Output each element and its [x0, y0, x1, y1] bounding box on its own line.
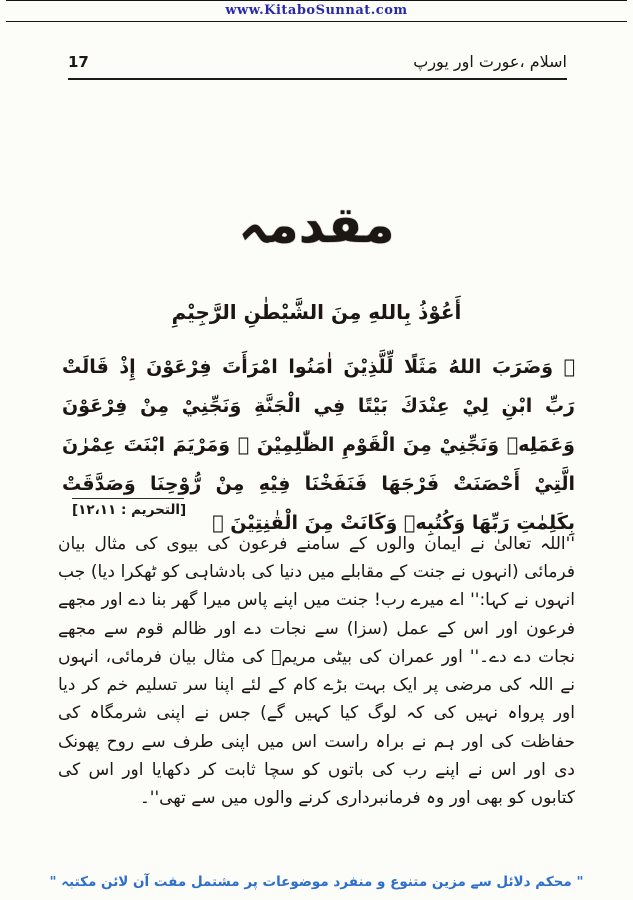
reference-block	[72, 498, 222, 518]
reference-divider	[72, 498, 184, 499]
taawwuz-line: أَعُوْذُ بِاللهِ مِنَ الشَّيْطٰنِ الرَّجِيْمِ	[171, 300, 462, 324]
footer-note: " محکم دلائل سے مزین متنوع و منفرد موضوعات پر مشتمل مفت آن لائن مکتبہ "	[49, 874, 584, 890]
top-rule-lower	[6, 21, 627, 22]
chapter-heading: مقدمہ	[238, 196, 395, 254]
running-head	[68, 52, 567, 80]
translation-paragraph: ''اللہ تعالیٰ نے ایمان والوں کے سامنے فرعون کی بیوی کی مثال بیان فرمائی (انہوں نے جنت کے مقابلے میں دنیا کی بادشاہی کو ٹھکرا دیا) جب انہوں نے کہا:'' اے میرے رب! جنت میں اپنے پاس میرا گھر بنا دے اور مجھے فرعون اور اس کے عمل (سزا) سے نجات دے اور ظالم قوم سے مجھے نجات دے دے۔'' اور عمران کی بیٹی مریمؑ کی مثال بیان فرمائی، انہوں نے اللہ کی مرضی پر ایک بہت بڑے کام کے لئے اپنا سر تسلیم خم کر دیا اور پرواہ نہیں کی کہ لوگ کیا کہیں گے) جس نے اپنی شرمگاہ کی حفاظت کی اور ہم نے براہ راست اس میں اپنی طرف سے روح پھونک دی اور اس نے اپنے رب کی باتوں کو سچا ثابت کر دکھایا اور اس کی کتابوں کو بھی اور وہ فرمانبرداری کرنے والوں میں سے تھی''۔	[58, 534, 575, 808]
top-watermark-band	[6, 0, 627, 22]
book-title: اسلام ،عورت اور یورپ	[413, 52, 567, 71]
verse-reference: [التحریم : ۱۲،۱۱]	[72, 502, 187, 518]
quran-verse: ﴿ وَضَرَبَ اللهُ مَثَلًا لِّلَّذِيْنَ اٰمَنُوا امْرَأَتَ فِرْعَوْنَ إِذْ قَالَتْ رَبِّ ابْنِ لِيْ عِنْدَكَ بَيْتًا فِي الْجَنَّةِ وَنَجِّنِيْ مِنْ فِرْعَوْنَ وَعَمَلِهٖ وَنَجِّنِيْ مِنَ الْقَوْمِ الظّٰلِمِيْنَ ۞ وَمَرْيَمَ ابْنَتَ عِمْرٰنَ الَّتِيْ أَحْصَنَتْ فَرْجَهَا فَنَفَخْنَا فِيْهِ مِنْ رُّوْحِنَا وَصَدَّقَتْ بِكَلِمٰتِ رَبِّهَا وَكُتُبِهٖ وَكَانَتْ مِنَ الْقٰنِتِيْنَ ﴾	[62, 356, 575, 534]
page-number: 17	[68, 53, 89, 71]
kitabosunnat-link[interactable]: www.KitaboSunnat.com	[225, 3, 408, 18]
